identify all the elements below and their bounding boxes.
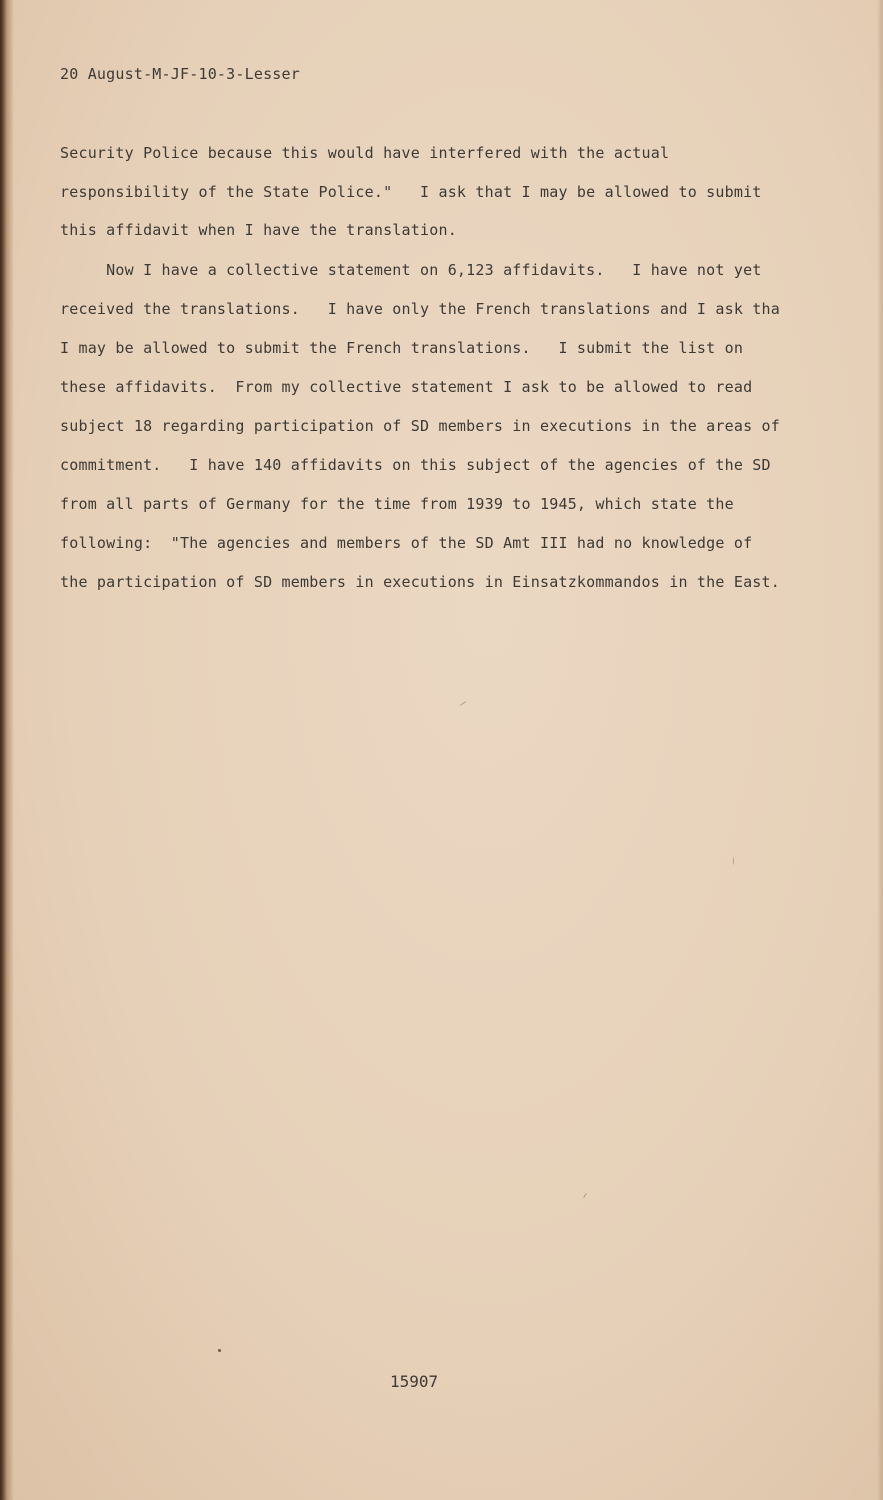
body-line: responsibility of the State Police." I ask that I may be allowed to submit: [60, 183, 762, 201]
body-line: this affidavit when I have the translation.: [60, 221, 457, 239]
body-line: received the translations. I have only the French translations and I ask tha: [60, 300, 780, 318]
paper-mark: [583, 1193, 587, 1199]
body-line: the participation of SD members in executions in Einsatzkommandos in the East.: [60, 573, 780, 591]
page-number: 15907: [390, 1372, 439, 1391]
paper-speck: [218, 1349, 221, 1352]
body-line: Now I have a collective statement on 6,123 affidavits. I have not yet: [60, 261, 762, 279]
body-line: commitment. I have 140 affidavits on this subject of the agencies of the SD: [60, 456, 771, 474]
body-line: from all parts of Germany for the time from 1939 to 1945, which state the: [60, 495, 734, 513]
body-line: I may be allowed to submit the French translations. I submit the list on: [60, 339, 744, 357]
right-edge-shadow: [877, 0, 883, 1500]
body-line: Security Police because this would have interfered with the actual: [60, 144, 670, 162]
document-header: 20 August-M-JF-10-3-Lesser: [60, 65, 300, 83]
paper-mark: [459, 701, 466, 706]
torn-left-edge: [0, 0, 14, 1500]
body-line: these affidavits. From my collective statement I ask to be allowed to read: [60, 378, 753, 396]
paper-mark: [733, 857, 734, 865]
body-line: following: "The agencies and members of the SD Amt III had no knowledge of: [60, 534, 753, 552]
body-line: subject 18 regarding participation of SD members in executions in the areas of: [60, 417, 780, 435]
